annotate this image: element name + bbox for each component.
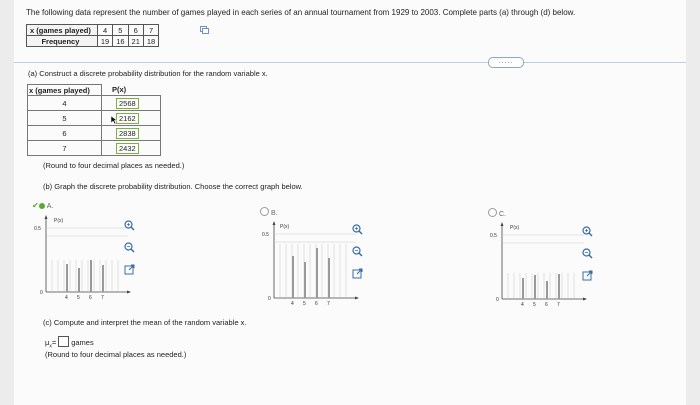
- part-c-title: (c) Compute and interpret the mean of the random variable x.: [43, 318, 247, 327]
- bar-6: [316, 248, 318, 298]
- y-tick-label: 0.5: [490, 233, 497, 239]
- equals-sign: =: [51, 338, 57, 347]
- zoom-in-icon[interactable]: [582, 226, 593, 237]
- x-value: 7: [143, 25, 158, 36]
- frequency-value: 16: [113, 36, 128, 47]
- bar-7: [558, 274, 560, 299]
- section-divider: [14, 62, 686, 63]
- y-axis-label: P(x): [54, 218, 64, 224]
- mu-subscript: x: [49, 343, 52, 350]
- open-in-new-window-icon[interactable]: [352, 268, 363, 279]
- option-a[interactable]: [32, 201, 53, 210]
- option-c-graph: [488, 219, 588, 311]
- zoom-in-icon[interactable]: [352, 224, 363, 235]
- px-answer[interactable]: 2838: [116, 128, 139, 139]
- px-column-header: P(x): [112, 85, 127, 95]
- round-note-a: (Round to four decimal places as needed.): [43, 161, 185, 170]
- x-tick-label: 4: [291, 301, 294, 307]
- x-cell: 5: [28, 111, 102, 126]
- mean-input[interactable]: [58, 336, 69, 347]
- option-b-letter: B.: [271, 210, 278, 217]
- frequency-table: [26, 24, 159, 47]
- x-cell: 4: [28, 96, 102, 111]
- bar-7: [328, 258, 330, 298]
- mean-unit: games: [71, 338, 94, 347]
- y-axis-label: P(x): [280, 224, 290, 230]
- zoom-out-icon[interactable]: [582, 248, 593, 259]
- probability-table: [27, 84, 161, 156]
- zoom-out-icon[interactable]: [124, 242, 135, 253]
- px-answer-cell[interactable]: [102, 96, 161, 111]
- x-tick-label: 7: [327, 301, 330, 307]
- mouse-cursor-icon: [110, 115, 118, 125]
- x-tick-label: 6: [315, 301, 318, 307]
- option-b-graph: [260, 218, 360, 310]
- x-tick-label: 5: [303, 301, 306, 307]
- x-tick-label: 5: [533, 302, 536, 308]
- option-c[interactable]: [488, 208, 506, 218]
- origin-label: 0: [496, 297, 499, 303]
- part-a-title: (a) Construct a discrete probability distribution for the random variable x.: [28, 69, 268, 78]
- px-answer[interactable]: 2162: [116, 113, 139, 124]
- option-b-radio[interactable]: [260, 207, 269, 216]
- y-axis-label: P(x): [510, 225, 520, 231]
- bar-5: [78, 268, 80, 292]
- origin-label: 0: [40, 290, 43, 296]
- bar-7: [102, 265, 104, 292]
- px-answer[interactable]: 2432: [116, 143, 139, 154]
- x-value: 4: [97, 25, 112, 36]
- option-a-graph: [32, 212, 132, 304]
- x-value: 5: [113, 25, 128, 36]
- x-header: x (games played): [27, 25, 98, 36]
- px-answer-cell[interactable]: [102, 141, 161, 156]
- more-button[interactable]: .....: [488, 57, 524, 68]
- bar-4: [66, 264, 68, 292]
- y-tick-label: 0.5: [34, 226, 41, 232]
- x-tick-label: 6: [545, 302, 548, 308]
- frequency-value: 21: [128, 36, 143, 47]
- x-value: 6: [128, 25, 143, 36]
- frequency-value: 18: [143, 36, 158, 47]
- mu-symbol: μ: [45, 338, 50, 347]
- option-a-radio[interactable]: [39, 203, 45, 209]
- px-answer-cell[interactable]: [102, 126, 161, 141]
- option-c-radio[interactable]: [488, 208, 497, 217]
- x-tick-label: 6: [89, 295, 92, 301]
- copy-data-icon[interactable]: [200, 26, 209, 34]
- bar-5: [304, 262, 306, 298]
- option-a-letter: A.: [46, 203, 54, 210]
- px-answer[interactable]: 2568: [116, 98, 139, 109]
- bar-4: [522, 278, 524, 299]
- x-tick-label: 4: [65, 295, 68, 301]
- check-icon: ✔: [32, 201, 39, 210]
- open-in-new-window-icon[interactable]: [582, 270, 593, 281]
- round-note-c: (Round to four decimal places as needed.): [45, 350, 187, 359]
- open-in-new-window-icon[interactable]: [124, 264, 135, 275]
- x-cell: 7: [28, 141, 102, 156]
- frequency-header: Frequency: [27, 36, 98, 47]
- x-tick-label: 7: [101, 295, 104, 301]
- option-c-letter: C.: [499, 211, 506, 218]
- grid: [52, 260, 118, 292]
- frequency-value: 19: [97, 36, 112, 47]
- x-tick-label: 4: [521, 302, 524, 308]
- y-tick-label: 0.5: [262, 232, 269, 238]
- zoom-in-icon[interactable]: [124, 220, 135, 231]
- part-b-title: (b) Graph the discrete probability distribution. Choose the correct graph below.: [43, 182, 303, 191]
- x-tick-label: 7: [557, 302, 560, 308]
- bar-6: [546, 281, 548, 299]
- x-column-header: x (games played): [28, 85, 102, 96]
- option-b[interactable]: [260, 207, 278, 217]
- mean-answer-line: [45, 336, 94, 350]
- bar-6: [90, 260, 92, 292]
- bar-5: [534, 275, 536, 299]
- bar-4: [292, 256, 294, 298]
- origin-label: 0: [268, 296, 271, 302]
- zoom-out-icon[interactable]: [352, 246, 363, 257]
- x-cell: 6: [28, 126, 102, 141]
- question-prompt: The following data represent the number of games played in each series of an annual tournament from 1929 to 2003. Complete parts (a) through (d) below.: [26, 8, 576, 17]
- question-page: [14, 0, 686, 405]
- x-tick-label: 5: [77, 295, 80, 301]
